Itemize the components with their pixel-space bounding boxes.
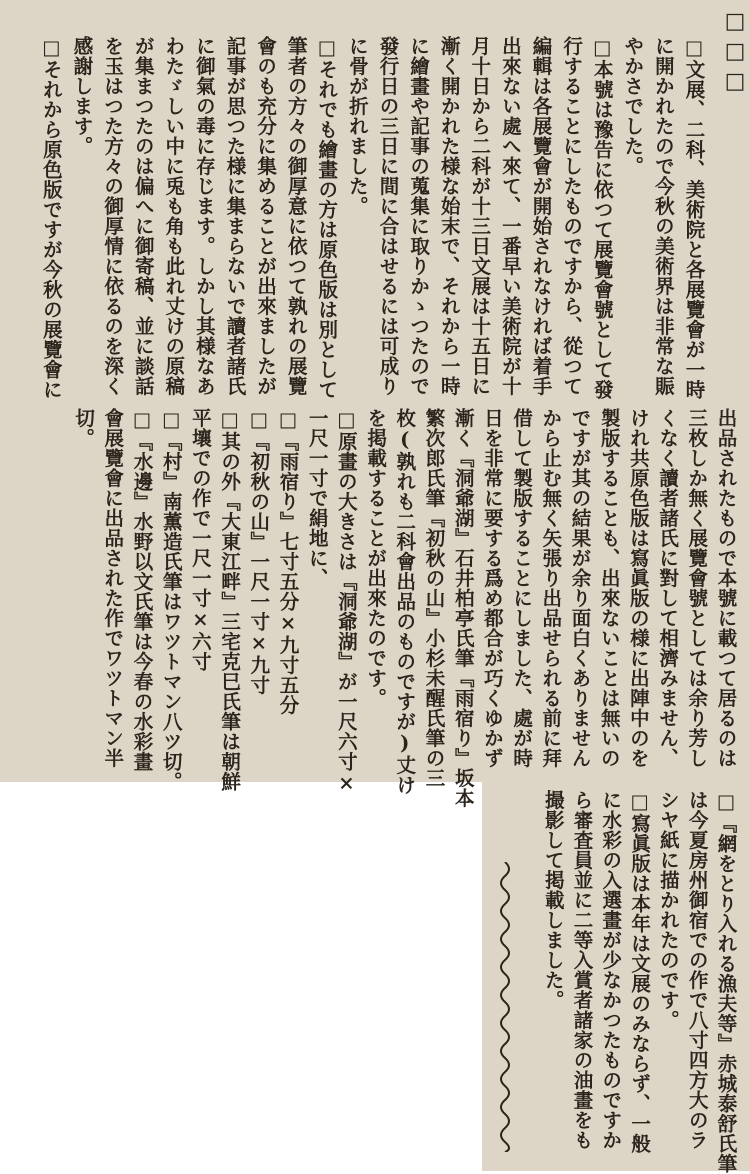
middle-text-column: 平壤での作で一尺一寸×六寸	[188, 408, 212, 672]
wavy-divider	[494, 862, 516, 1152]
middle-text-column: 繁次郎氏筆『初秋の山』小杉未醒氏筆の三	[422, 408, 446, 788]
top-text-column: 編輯は各展覽會が開始されなければ着手	[529, 36, 553, 396]
middle-text-column: □『初秋の山』一尺一寸×九寸	[247, 408, 271, 695]
bottom-text-column: シヤ紙に描かれたのです。	[656, 790, 680, 1030]
middle-text-column: 枚(孰れも二科會出品のものですが)丈け	[393, 408, 417, 795]
top-text-column: に繪畫や記事の蒐集に取りかゝつたので	[407, 36, 431, 396]
middle-text-column: 製版することも、出來ないことは無いの	[597, 408, 621, 768]
middle-text-column: 借して製版することにしました、處が時	[510, 408, 534, 768]
middle-text-column: 會展覽會に出品された作でワツトマン半	[101, 408, 125, 768]
top-text-column: を玉はつた方々の御厚情に依るのを深く	[101, 36, 125, 396]
middle-text-column: から止む無く矢張り出品せられる前に拜	[539, 408, 563, 768]
top-text-column: 行することにしたものですから、從つて	[560, 36, 584, 396]
middle-text-column: 三枚しか無く展覽會號としては余り芳し	[685, 408, 709, 768]
top-text-column: やかさでした。	[621, 36, 645, 176]
top-text-column: 會のも充分に集めることが出來ましたが	[254, 36, 278, 396]
bottom-text-column: は今夏房州御宿での作で八寸四方大のラ	[685, 790, 709, 1150]
middle-text-column: 切。	[72, 408, 96, 448]
middle-text-column: を掲載することが出來たのです。	[364, 408, 388, 708]
middle-text-column: 一尺一寸で絹地に、	[305, 408, 329, 588]
bottom-text-column: □『網をとり入れる漁夫等』赤城泰舒氏筆	[714, 790, 738, 1174]
top-text-column: □それでも繪畫の方は原色版は別として	[315, 36, 339, 400]
top-text-column: わたゞしい中に兎も角も此れ丈けの原稿	[162, 36, 186, 396]
bottom-text-column: 撮影して掲載しました。	[541, 790, 565, 1010]
middle-text-column: くなく讀者諸氏に對して相濟みません、	[656, 408, 680, 768]
bottom-text-column: □寫眞版は本年は文展のみならず、一般	[628, 790, 652, 1154]
top-text-column: □それから原色版ですが今秋の展覽會に	[39, 36, 63, 400]
top-text-column: 記事が思つた様に集まらないで讀者諸氏	[223, 36, 247, 396]
top-text-column: 筆者の方々の御厚意に依つて孰れの展覽	[284, 36, 308, 396]
top-text-column: に骨が折れました。	[345, 36, 369, 216]
top-text-column: 出來ない處へ來て、一番早い美術院が十	[498, 36, 522, 396]
middle-text-column: けれ共原色版は寫眞版の様に出陣中のを	[626, 408, 650, 768]
top-text-column: 漸く開かれた様な始末で、それから一時	[437, 36, 461, 396]
top-text-column: が集まつたのは偏へに御寄稿、並に談話	[131, 36, 155, 396]
bottom-text-column: に水彩の入選畫が少なかつたものですか	[599, 790, 623, 1150]
section-heading: □□□	[722, 8, 748, 98]
middle-text-column: 出品されたもので本號に載つて居るのは	[714, 408, 738, 768]
middle-text-column: 漸く『洞爺湖』石井柏亭氏筆『雨宿り』坂本	[451, 408, 475, 808]
middle-text-column: □原畫の大きさは『洞爺湖』が一尺六寸×	[334, 408, 358, 795]
top-text-column: □本號は豫告に依つて展覽會號として發	[590, 36, 614, 400]
middle-text-column: ですが其の結果が余り面白くありません	[568, 408, 592, 768]
middle-text-column: □『村』南薫造氏筆はワツトマン八ツ切。	[159, 408, 183, 792]
top-text-column: 發行日の三日に間に合はせるには可成り	[376, 36, 400, 396]
bottom-text-column: ら審査員並に二等入賞者諸家の油畫をも	[570, 790, 594, 1150]
middle-text-column: □『雨宿り』七寸五分×九寸五分	[276, 408, 300, 715]
middle-text-column: 日を非常に要する爲め都合が巧くゆかず	[480, 408, 504, 768]
top-text-column: 月十日から二科が十三日文展は十五日に	[468, 36, 492, 396]
middle-text-column: □其の外『大東江畔』三宅克巳氏筆は朝鮮	[218, 408, 242, 792]
top-text-column: □文展、二科、美術院と各展覽會が一時	[682, 36, 706, 400]
top-text-column: 感謝します。	[70, 36, 94, 156]
top-text-column: に開かれたので今秋の美術界は非常な賑	[651, 36, 675, 396]
top-text-column: に御氣の毒に存じます。しかし其様なあ	[192, 36, 216, 396]
middle-text-column: □『水邊』水野以文氏筆は今春の水彩畫	[130, 408, 154, 772]
